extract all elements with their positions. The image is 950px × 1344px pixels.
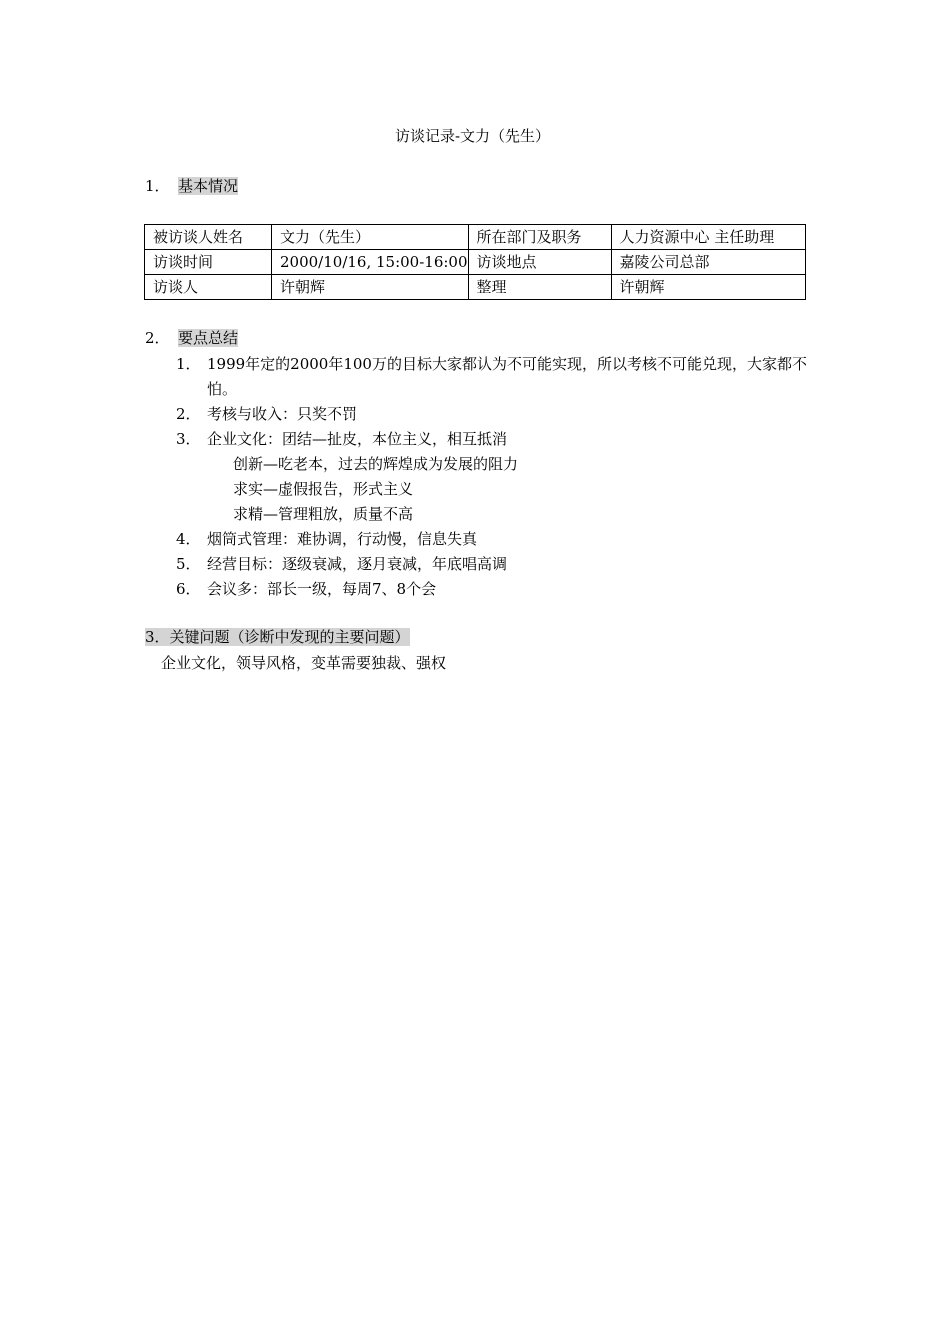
list-sub-line: 创新—吃老本，过去的辉煌成为发展的阻力 <box>233 455 519 473</box>
key-issues-text: 企业文化，领导风格，变革需要独裁、强权 <box>161 654 447 672</box>
table-cell: 访谈人 <box>145 275 272 300</box>
list-item-text: 考核与收入：只奖不罚 <box>207 405 358 423</box>
list-item-text: 烟筒式管理：难协调，行动慢，信息失真 <box>207 530 478 548</box>
section-title: 3．关键问题（诊断中发现的主要问题） <box>145 628 410 646</box>
list-item-number: 2． <box>176 405 201 423</box>
list-item <box>176 427 816 527</box>
section-number: 1． <box>145 177 170 195</box>
list-item <box>176 552 816 577</box>
basic-info-table <box>144 224 806 300</box>
list-item-number: 6． <box>176 580 201 598</box>
section-title: 基本情况 <box>178 177 239 195</box>
list-item-text: 经营目标：逐级衰减，逐月衰减，年底唱高调 <box>207 555 508 573</box>
list-item-text: 企业文化：团结—扯皮，本位主义，相互抵消 <box>207 430 508 448</box>
table-cell: 2000/10/16, 15:00-16:00 <box>272 250 469 275</box>
table-cell: 许朝辉 <box>272 275 469 300</box>
list-item-text: 1999年定的2000年100万的目标大家都认为不可能实现，所以考核不可能兑现，大家都不怕。 <box>207 355 807 398</box>
table-cell: 许朝辉 <box>611 275 805 300</box>
list-item <box>176 402 816 427</box>
list-item <box>176 527 816 552</box>
list-item-text: 会议多：部长一级，每周7、8个会 <box>207 580 437 598</box>
list-item-number: 1． <box>176 355 201 373</box>
document-title: 访谈记录-文力（先生） <box>394 127 551 145</box>
table-row <box>145 225 806 250</box>
key-points-list <box>176 352 816 602</box>
list-item <box>176 577 816 602</box>
table-cell: 被访谈人姓名 <box>145 225 272 250</box>
table-cell: 访谈时间 <box>145 250 272 275</box>
list-item <box>176 352 816 402</box>
list-sub-line: 求实—虚假报告，形式主义 <box>233 480 414 498</box>
section-key-issues-heading <box>145 627 410 647</box>
table-cell: 人力资源中心 主任助理 <box>611 225 805 250</box>
section-number: 2． <box>145 329 170 347</box>
table-cell: 文力（先生） <box>272 225 469 250</box>
list-item-number: 3． <box>176 430 201 448</box>
table-row <box>145 250 806 275</box>
table-cell: 访谈地点 <box>468 250 611 275</box>
list-item-number: 5． <box>176 555 201 573</box>
list-item-number: 4． <box>176 530 201 548</box>
table-cell: 整理 <box>468 275 611 300</box>
section-title: 要点总结 <box>178 329 239 347</box>
table-row <box>145 275 806 300</box>
table-cell: 嘉陵公司总部 <box>611 250 805 275</box>
list-sub-line: 求精—管理粗放，质量不高 <box>233 505 414 523</box>
section-summary-heading <box>145 328 238 348</box>
section-basic-info-heading <box>145 176 238 196</box>
table-cell: 所在部门及职务 <box>468 225 611 250</box>
